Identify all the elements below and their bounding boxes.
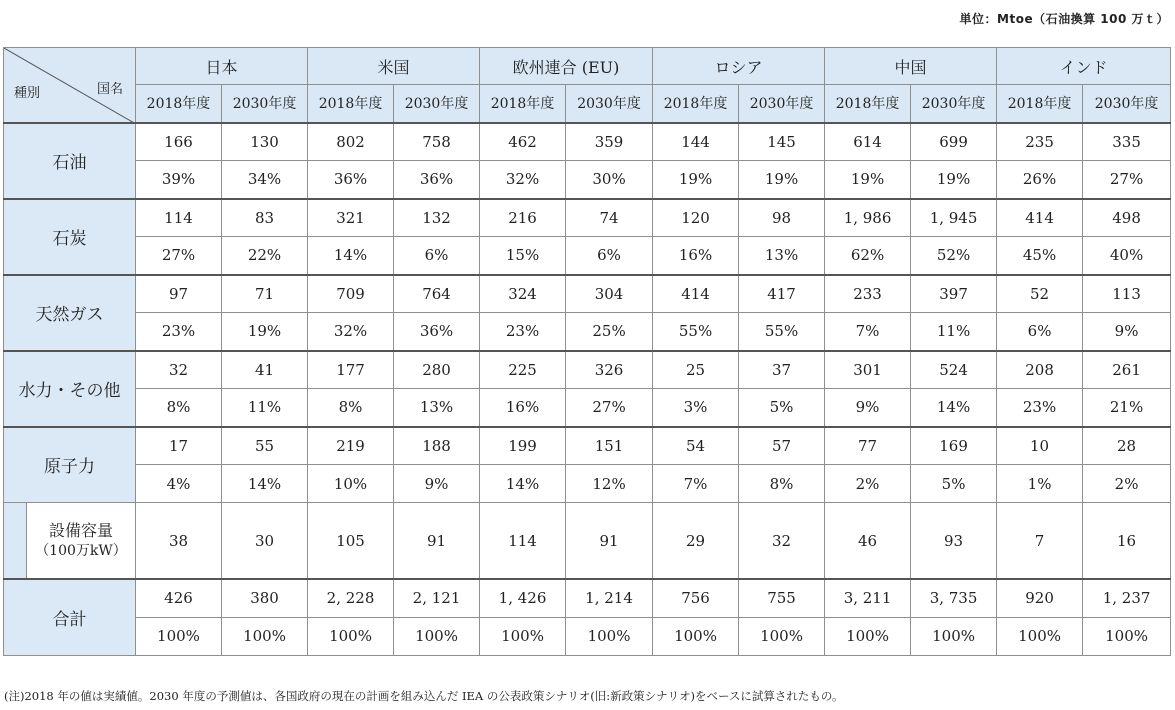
year-header: 2030年度 [1083, 85, 1171, 123]
value-cell: 25 [653, 351, 739, 389]
country-header-russia: ロシア [653, 48, 825, 85]
value-cell: 233 [825, 275, 911, 313]
value-cell: 74 [566, 199, 653, 237]
value-cell: 326 [566, 351, 653, 389]
table-row [4, 199, 1171, 237]
value-cell: 614 [825, 123, 911, 161]
category-label-hydro: 水力・その他 [4, 351, 136, 427]
value-cell: 169 [911, 427, 997, 465]
share-cell: 10% [308, 465, 394, 503]
value-cell: 524 [911, 351, 997, 389]
value-cell: 920 [997, 579, 1083, 617]
value-cell: 699 [911, 123, 997, 161]
share-cell: 100% [222, 617, 308, 655]
value-cell: 280 [394, 351, 480, 389]
capacity-cell: 91 [566, 503, 653, 580]
table-row [4, 161, 1171, 199]
share-cell: 4% [136, 465, 222, 503]
capacity-cell: 29 [653, 503, 739, 580]
share-cell: 14% [222, 465, 308, 503]
share-cell: 6% [997, 313, 1083, 351]
value-cell: 55 [222, 427, 308, 465]
share-cell: 100% [394, 617, 480, 655]
value-cell: 151 [566, 427, 653, 465]
share-cell: 23% [997, 389, 1083, 427]
share-cell: 25% [566, 313, 653, 351]
share-cell: 19% [911, 161, 997, 199]
table-row [4, 237, 1171, 275]
capacity-cell: 93 [911, 503, 997, 580]
share-cell: 6% [394, 237, 480, 275]
value-cell: 54 [653, 427, 739, 465]
share-cell: 16% [653, 237, 739, 275]
share-cell: 100% [653, 617, 739, 655]
energy-demand-table [3, 47, 1171, 656]
value-cell: 37 [739, 351, 825, 389]
value-cell: 10 [997, 427, 1083, 465]
year-header: 2018年度 [653, 85, 739, 123]
corner-country-label: 国名 [96, 82, 123, 97]
share-cell: 100% [1083, 617, 1171, 655]
value-cell: 177 [308, 351, 394, 389]
year-header: 2018年度 [136, 85, 222, 123]
value-cell: 199 [480, 427, 566, 465]
value-cell: 758 [394, 123, 480, 161]
value-cell: 324 [480, 275, 566, 313]
share-cell: 12% [566, 465, 653, 503]
capacity-cell: 30 [222, 503, 308, 580]
share-cell: 13% [394, 389, 480, 427]
value-cell: 208 [997, 351, 1083, 389]
share-cell: 32% [480, 161, 566, 199]
category-label-gas: 天然ガス [4, 275, 136, 351]
table-row [4, 313, 1171, 351]
category-label-total: 合計 [4, 579, 136, 655]
value-cell: 764 [394, 275, 480, 313]
category-label-nuclear: 原子力 [4, 427, 136, 503]
value-cell: 380 [222, 579, 308, 617]
value-cell: 2, 121 [394, 579, 480, 617]
value-cell: 216 [480, 199, 566, 237]
value-cell: 397 [911, 275, 997, 313]
value-cell: 28 [1083, 427, 1171, 465]
value-cell: 755 [739, 579, 825, 617]
share-cell: 7% [825, 313, 911, 351]
capacity-label-cell [4, 503, 136, 580]
share-cell: 8% [739, 465, 825, 503]
share-cell: 19% [825, 161, 911, 199]
value-cell: 1, 945 [911, 199, 997, 237]
year-header: 2030年度 [911, 85, 997, 123]
country-header-china: 中国 [825, 48, 997, 85]
share-cell: 1% [997, 465, 1083, 503]
value-cell: 166 [136, 123, 222, 161]
value-cell: 113 [1083, 275, 1171, 313]
capacity-cell: 105 [308, 503, 394, 580]
share-cell: 11% [911, 313, 997, 351]
share-cell: 23% [480, 313, 566, 351]
share-cell: 9% [825, 389, 911, 427]
footnote: (注)2018 年の値は実績値。2030 年度の予測値は、各国政府の現在の計画を組み込んだ IEA の公表政策シナリオ(旧:新政策シナリオ)をベースに試算されたもの。 [4, 689, 844, 703]
share-cell: 100% [308, 617, 394, 655]
value-cell: 130 [222, 123, 308, 161]
share-cell: 27% [566, 389, 653, 427]
share-cell: 45% [997, 237, 1083, 275]
share-cell: 6% [566, 237, 653, 275]
share-cell: 26% [997, 161, 1083, 199]
share-cell: 40% [1083, 237, 1171, 275]
share-cell: 15% [480, 237, 566, 275]
value-cell: 1, 237 [1083, 579, 1171, 617]
value-cell: 83 [222, 199, 308, 237]
country-header-usa: 米国 [308, 48, 480, 85]
capacity-cell: 16 [1083, 503, 1171, 580]
value-cell: 301 [825, 351, 911, 389]
share-cell: 2% [825, 465, 911, 503]
share-cell: 19% [222, 313, 308, 351]
value-cell: 144 [653, 123, 739, 161]
share-cell: 27% [1083, 161, 1171, 199]
value-cell: 97 [136, 275, 222, 313]
value-cell: 304 [566, 275, 653, 313]
capacity-cell: 32 [739, 503, 825, 580]
share-cell: 23% [136, 313, 222, 351]
value-cell: 321 [308, 199, 394, 237]
share-cell: 100% [739, 617, 825, 655]
value-cell: 98 [739, 199, 825, 237]
share-cell: 14% [480, 465, 566, 503]
value-cell: 132 [394, 199, 480, 237]
value-cell: 225 [480, 351, 566, 389]
value-cell: 1, 986 [825, 199, 911, 237]
value-cell: 2, 228 [308, 579, 394, 617]
value-cell: 188 [394, 427, 480, 465]
table-row [4, 617, 1171, 655]
corner-header [4, 48, 136, 123]
table-row [4, 465, 1171, 503]
table-row [4, 351, 1171, 389]
year-header: 2018年度 [997, 85, 1083, 123]
value-cell: 120 [653, 199, 739, 237]
value-cell: 1, 214 [566, 579, 653, 617]
value-cell: 802 [308, 123, 394, 161]
value-cell: 52 [997, 275, 1083, 313]
value-cell: 426 [136, 579, 222, 617]
category-label-oil: 石油 [4, 123, 136, 199]
value-cell: 3, 735 [911, 579, 997, 617]
table-row [4, 275, 1171, 313]
value-cell: 756 [653, 579, 739, 617]
table-row [4, 123, 1171, 161]
value-cell: 414 [653, 275, 739, 313]
share-cell: 100% [997, 617, 1083, 655]
value-cell: 462 [480, 123, 566, 161]
share-cell: 16% [480, 389, 566, 427]
share-cell: 52% [911, 237, 997, 275]
capacity-cell: 91 [394, 503, 480, 580]
value-cell: 77 [825, 427, 911, 465]
country-header-eu: 欧州連合 (EU) [480, 48, 653, 85]
share-cell: 21% [1083, 389, 1171, 427]
share-cell: 39% [136, 161, 222, 199]
share-cell: 32% [308, 313, 394, 351]
value-cell: 114 [136, 199, 222, 237]
table-row [4, 389, 1171, 427]
value-cell: 261 [1083, 351, 1171, 389]
country-header-japan: 日本 [136, 48, 308, 85]
corner-kind-label: 種別 [14, 86, 41, 101]
share-cell: 3% [653, 389, 739, 427]
year-header: 2018年度 [308, 85, 394, 123]
unit-label: 単位：Mtoe（石油換算 100 万ｔ） [959, 12, 1169, 26]
share-cell: 100% [911, 617, 997, 655]
share-cell: 36% [394, 313, 480, 351]
share-cell: 27% [136, 237, 222, 275]
value-cell: 235 [997, 123, 1083, 161]
share-cell: 100% [136, 617, 222, 655]
value-cell: 41 [222, 351, 308, 389]
table-row [4, 503, 1171, 580]
value-cell: 414 [997, 199, 1083, 237]
value-cell: 17 [136, 427, 222, 465]
value-cell: 57 [739, 427, 825, 465]
share-cell: 30% [566, 161, 653, 199]
share-cell: 100% [480, 617, 566, 655]
year-header: 2030年度 [566, 85, 653, 123]
table-row [4, 579, 1171, 617]
share-cell: 19% [653, 161, 739, 199]
share-cell: 2% [1083, 465, 1171, 503]
year-header: 2030年度 [739, 85, 825, 123]
capacity-cell: 114 [480, 503, 566, 580]
share-cell: 55% [653, 313, 739, 351]
country-header-india: インド [997, 48, 1171, 85]
category-label-coal: 石炭 [4, 199, 136, 275]
table-row [4, 427, 1171, 465]
value-cell: 359 [566, 123, 653, 161]
share-cell: 34% [222, 161, 308, 199]
value-cell: 498 [1083, 199, 1171, 237]
value-cell: 71 [222, 275, 308, 313]
share-cell: 13% [739, 237, 825, 275]
share-cell: 55% [739, 313, 825, 351]
value-cell: 145 [739, 123, 825, 161]
share-cell: 100% [825, 617, 911, 655]
share-cell: 62% [825, 237, 911, 275]
value-cell: 1, 426 [480, 579, 566, 617]
share-cell: 36% [308, 161, 394, 199]
share-cell: 5% [739, 389, 825, 427]
value-cell: 335 [1083, 123, 1171, 161]
value-cell: 219 [308, 427, 394, 465]
year-header: 2018年度 [825, 85, 911, 123]
share-cell: 14% [911, 389, 997, 427]
share-cell: 22% [222, 237, 308, 275]
share-cell: 7% [653, 465, 739, 503]
capacity-cell: 46 [825, 503, 911, 580]
share-cell: 9% [1083, 313, 1171, 351]
share-cell: 8% [308, 389, 394, 427]
value-cell: 32 [136, 351, 222, 389]
share-cell: 19% [739, 161, 825, 199]
year-header: 2018年度 [480, 85, 566, 123]
year-header: 2030年度 [222, 85, 308, 123]
share-cell: 36% [394, 161, 480, 199]
year-header: 2030年度 [394, 85, 480, 123]
capacity-cell: 7 [997, 503, 1083, 580]
value-cell: 709 [308, 275, 394, 313]
share-cell: 100% [566, 617, 653, 655]
share-cell: 5% [911, 465, 997, 503]
share-cell: 8% [136, 389, 222, 427]
capacity-label: 設備容量 [48, 520, 113, 540]
share-cell: 14% [308, 237, 394, 275]
capacity-cell: 38 [136, 503, 222, 580]
value-cell: 3, 211 [825, 579, 911, 617]
capacity-unit: （100万kW） [35, 542, 127, 559]
share-cell: 9% [394, 465, 480, 503]
share-cell: 11% [222, 389, 308, 427]
value-cell: 417 [739, 275, 825, 313]
